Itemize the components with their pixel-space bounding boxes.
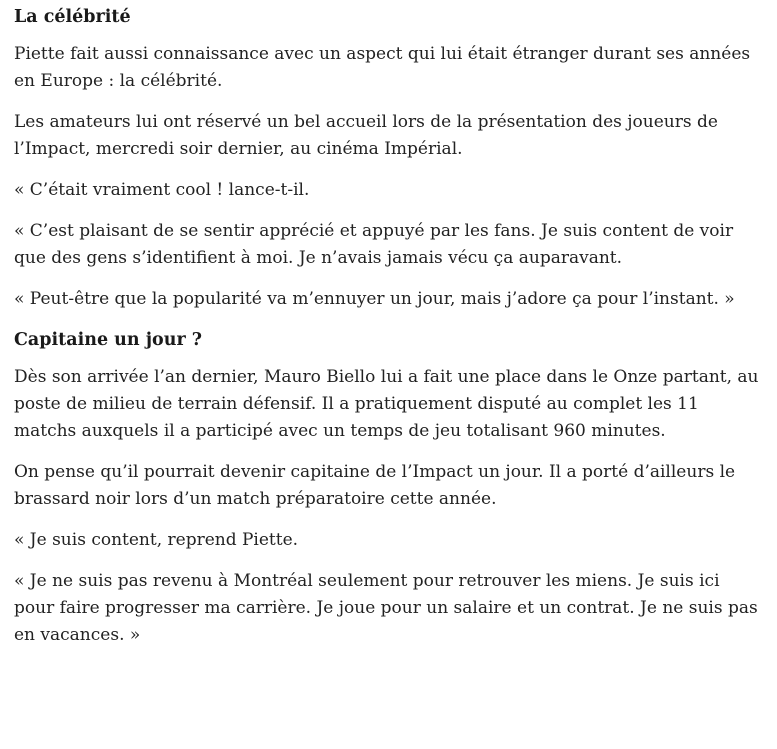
article-body	[14, 4, 764, 663]
section-heading-capitaine: Capitaine un jour ?	[14, 330, 203, 350]
paragraph: « Peut-être que la popularité va m’ennuyer un jour, mais j’adore ça pour l’instant. »	[14, 289, 735, 309]
paragraph: Piette fait aussi connaissance avec un aspect qui lui était étranger durant ses années en Europe : la célébrité.	[14, 44, 751, 91]
paragraph: « Je suis content, reprend Piette.	[14, 530, 299, 550]
paragraph: « C’était vraiment cool ! lance-t-il.	[14, 180, 310, 200]
paragraph: Les amateurs lui ont réservé un bel accueil lors de la présentation des joueurs de l’Impact, mercredi soir dernier, au cinéma Impérial.	[14, 112, 718, 159]
paragraph: « C’est plaisant de se sentir apprécié et appuyé par les fans. Je suis content de voir que des gens s’identifient à moi. Je n’avais jamais vécu ça auparavant.	[14, 221, 734, 268]
paragraph: Dès son arrivée l’an dernier, Mauro Biello lui a fait une place dans le Onze partant, au poste de milieu de terrain défensif. Il a pratiquement disputé au complet les 11 matchs auxquels il a participé avec un temps de jeu totalisant 960 minutes.	[14, 367, 759, 441]
paragraph: On pense qu’il pourrait devenir capitaine de l’Impact un jour. Il a porté d’ailleurs le brassard noir lors d’un match préparatoire cette année.	[14, 462, 736, 509]
section-heading-celebrite: La célébrité	[14, 7, 131, 27]
paragraph: « Je ne suis pas revenu à Montréal seulement pour retrouver les miens. Je suis ici pour faire progresser ma carrière. Je joue pour un salaire et un contrat. Je ne suis pas en vacances. »	[14, 571, 758, 645]
